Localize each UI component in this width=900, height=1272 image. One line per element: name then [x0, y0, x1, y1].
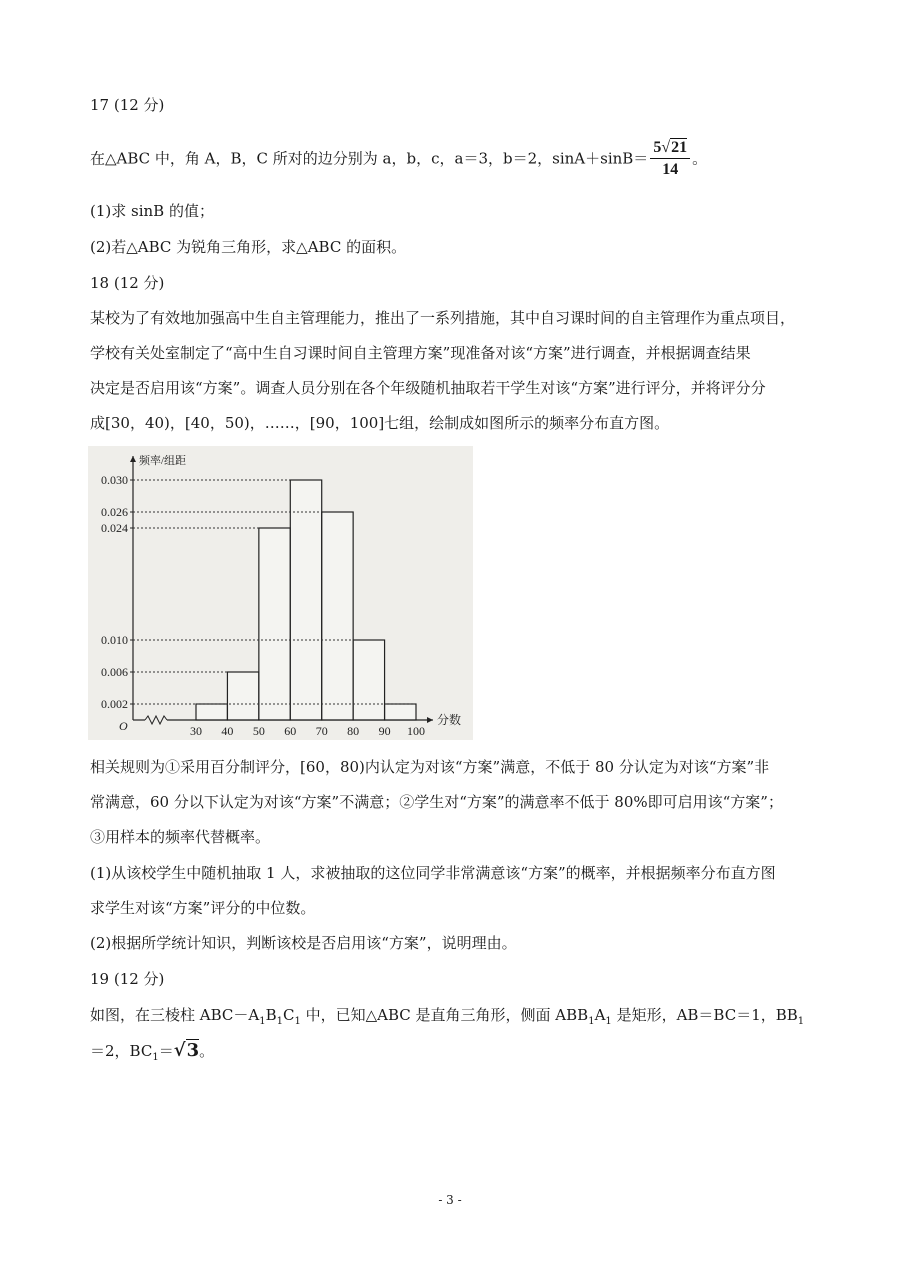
x-tick-label: 70	[315, 724, 328, 738]
x-tick-label: 90	[378, 724, 391, 738]
x-tick-label: 100	[407, 724, 425, 738]
q19-text: ＝	[158, 1042, 174, 1060]
q17-part1: (1)求 sinB 的值；	[90, 202, 214, 220]
histogram-bar	[259, 528, 290, 720]
origin-label: O	[119, 719, 128, 733]
q19-text: ＝2，BC	[90, 1042, 153, 1060]
axis-break-zigzag	[145, 716, 167, 724]
histogram-bar	[290, 480, 321, 720]
x-tick-label: 50	[252, 724, 265, 738]
y-tick-label: 0.002	[101, 697, 128, 711]
q18-para2-line: 相关规则为①采用百分制评分，[60，80)内认定为对该“方案”满意，不低于 80 分认定为对该“方案”非	[90, 758, 770, 776]
y-tick-label: 0.024	[101, 521, 128, 535]
q18-para1-line: 决定是否启用该“方案”。调查人员分别在各个年级随机抽取若干学生对该“方案”进行评分，并将评分分	[90, 379, 766, 397]
y-axis-arrow	[130, 456, 136, 462]
q18-part1-line: (1)从该校学生中随机抽取 1 人，求被抽取的这位同学非常满意该“方案”的概率，并根据频率分布直方图	[90, 864, 776, 882]
x-tick-label: 80	[347, 724, 360, 738]
q19-line1	[90, 1004, 804, 1027]
x-tick-label: 40	[221, 724, 234, 738]
q19-line2	[90, 1040, 214, 1063]
q18-para1-line: 成[30，40)，[40，50)，……，[90，100]七组，绘制成如图所示的频率分布直方图。	[90, 414, 670, 432]
q18-para2-line: 常满意，60 分以下认定为对该“方案”不满意；②学生对“方案”的满意率不低于 80%即可启用该“方案”；	[90, 793, 783, 811]
q17-part2: (2)若△ABC 为锐角三角形，求△ABC 的面积。	[90, 238, 407, 256]
x-axis-label: 分数	[437, 713, 462, 727]
q19-text: A	[594, 1006, 606, 1024]
q19-text: 如图，在三棱柱 ABC－A	[90, 1006, 260, 1024]
q17-frac-coef: 5	[653, 139, 662, 156]
q17-frac-denominator: 14	[662, 161, 679, 178]
q19-subscript: 1	[588, 1016, 595, 1027]
q17-stem-suffix: 。	[692, 149, 708, 168]
q19-sqrt: √3	[173, 1040, 200, 1061]
y-tick-label: 0.010	[101, 633, 128, 647]
q19-text: 是矩形，AB＝BC＝1，BB	[611, 1006, 798, 1024]
q19-subscript: 1	[276, 1016, 283, 1027]
q17-fraction: $\frac{5√21}{14}$	[650, 138, 690, 181]
page-number: - 3 -	[438, 1193, 462, 1207]
q19-subscript: 1	[605, 1016, 612, 1027]
q18-part2: (2)根据所学统计知识，判断该校是否启用该“方案”，说明理由。	[90, 934, 517, 952]
q18-para1-line: 某校为了有效地加强高中生自主管理能力，推出了一系列措施，其中自习课时间的自主管理作为重点项目，	[90, 309, 796, 327]
y-tick-label: 0.030	[101, 473, 128, 487]
q19-subscript: 1	[294, 1016, 301, 1027]
histogram-bar	[353, 640, 384, 720]
q18-part1-line: 求学生对该“方案”评分的中位数。	[90, 899, 316, 917]
q17-stem	[90, 138, 707, 181]
x-tick-label: 30	[190, 724, 202, 738]
y-tick-label: 0.006	[101, 665, 128, 679]
q17-frac-radicand: 21	[671, 139, 688, 156]
q18-title: 18 (12 分)	[90, 274, 165, 292]
q19-text: 中，已知△ABC 是直角三角形，侧面 ABB	[300, 1006, 589, 1024]
frequency-histogram	[88, 446, 473, 740]
q18-para2-line: ③用样本的频率代替概率。	[90, 828, 271, 846]
q19-subscript: 1	[259, 1016, 266, 1027]
histogram-bar	[385, 704, 416, 720]
x-tick-label: 60	[284, 724, 297, 738]
y-axis-label: 频率/组距	[139, 455, 187, 467]
q19-text: 。	[199, 1042, 215, 1060]
q19-subscript: 1	[152, 1052, 159, 1063]
q17-title: 17 (12 分)	[90, 96, 165, 114]
q19-subscript: 1	[797, 1016, 805, 1027]
y-tick-label: 0.026	[101, 505, 128, 519]
q17-stem-prefix: 在△ABC 中，角 A，B，C 所对的边分别为 a，b，c，a＝3，b＝2，sinA＋sinB＝	[90, 149, 649, 168]
x-axis-arrow	[427, 717, 433, 723]
q19-text: B	[265, 1006, 277, 1024]
q19-title: 19 (12 分)	[90, 970, 165, 988]
histogram-bar	[196, 704, 227, 720]
histogram-bar	[322, 512, 353, 720]
q19-text: C	[283, 1006, 295, 1024]
q18-para1-line: 学校有关处室制定了“高中生自习课时间自主管理方案”现准备对该“方案”进行调查，并根据调查结果	[90, 344, 751, 362]
histogram-bar	[227, 672, 258, 720]
q19-sqrt-radicand: 3	[186, 1040, 200, 1061]
